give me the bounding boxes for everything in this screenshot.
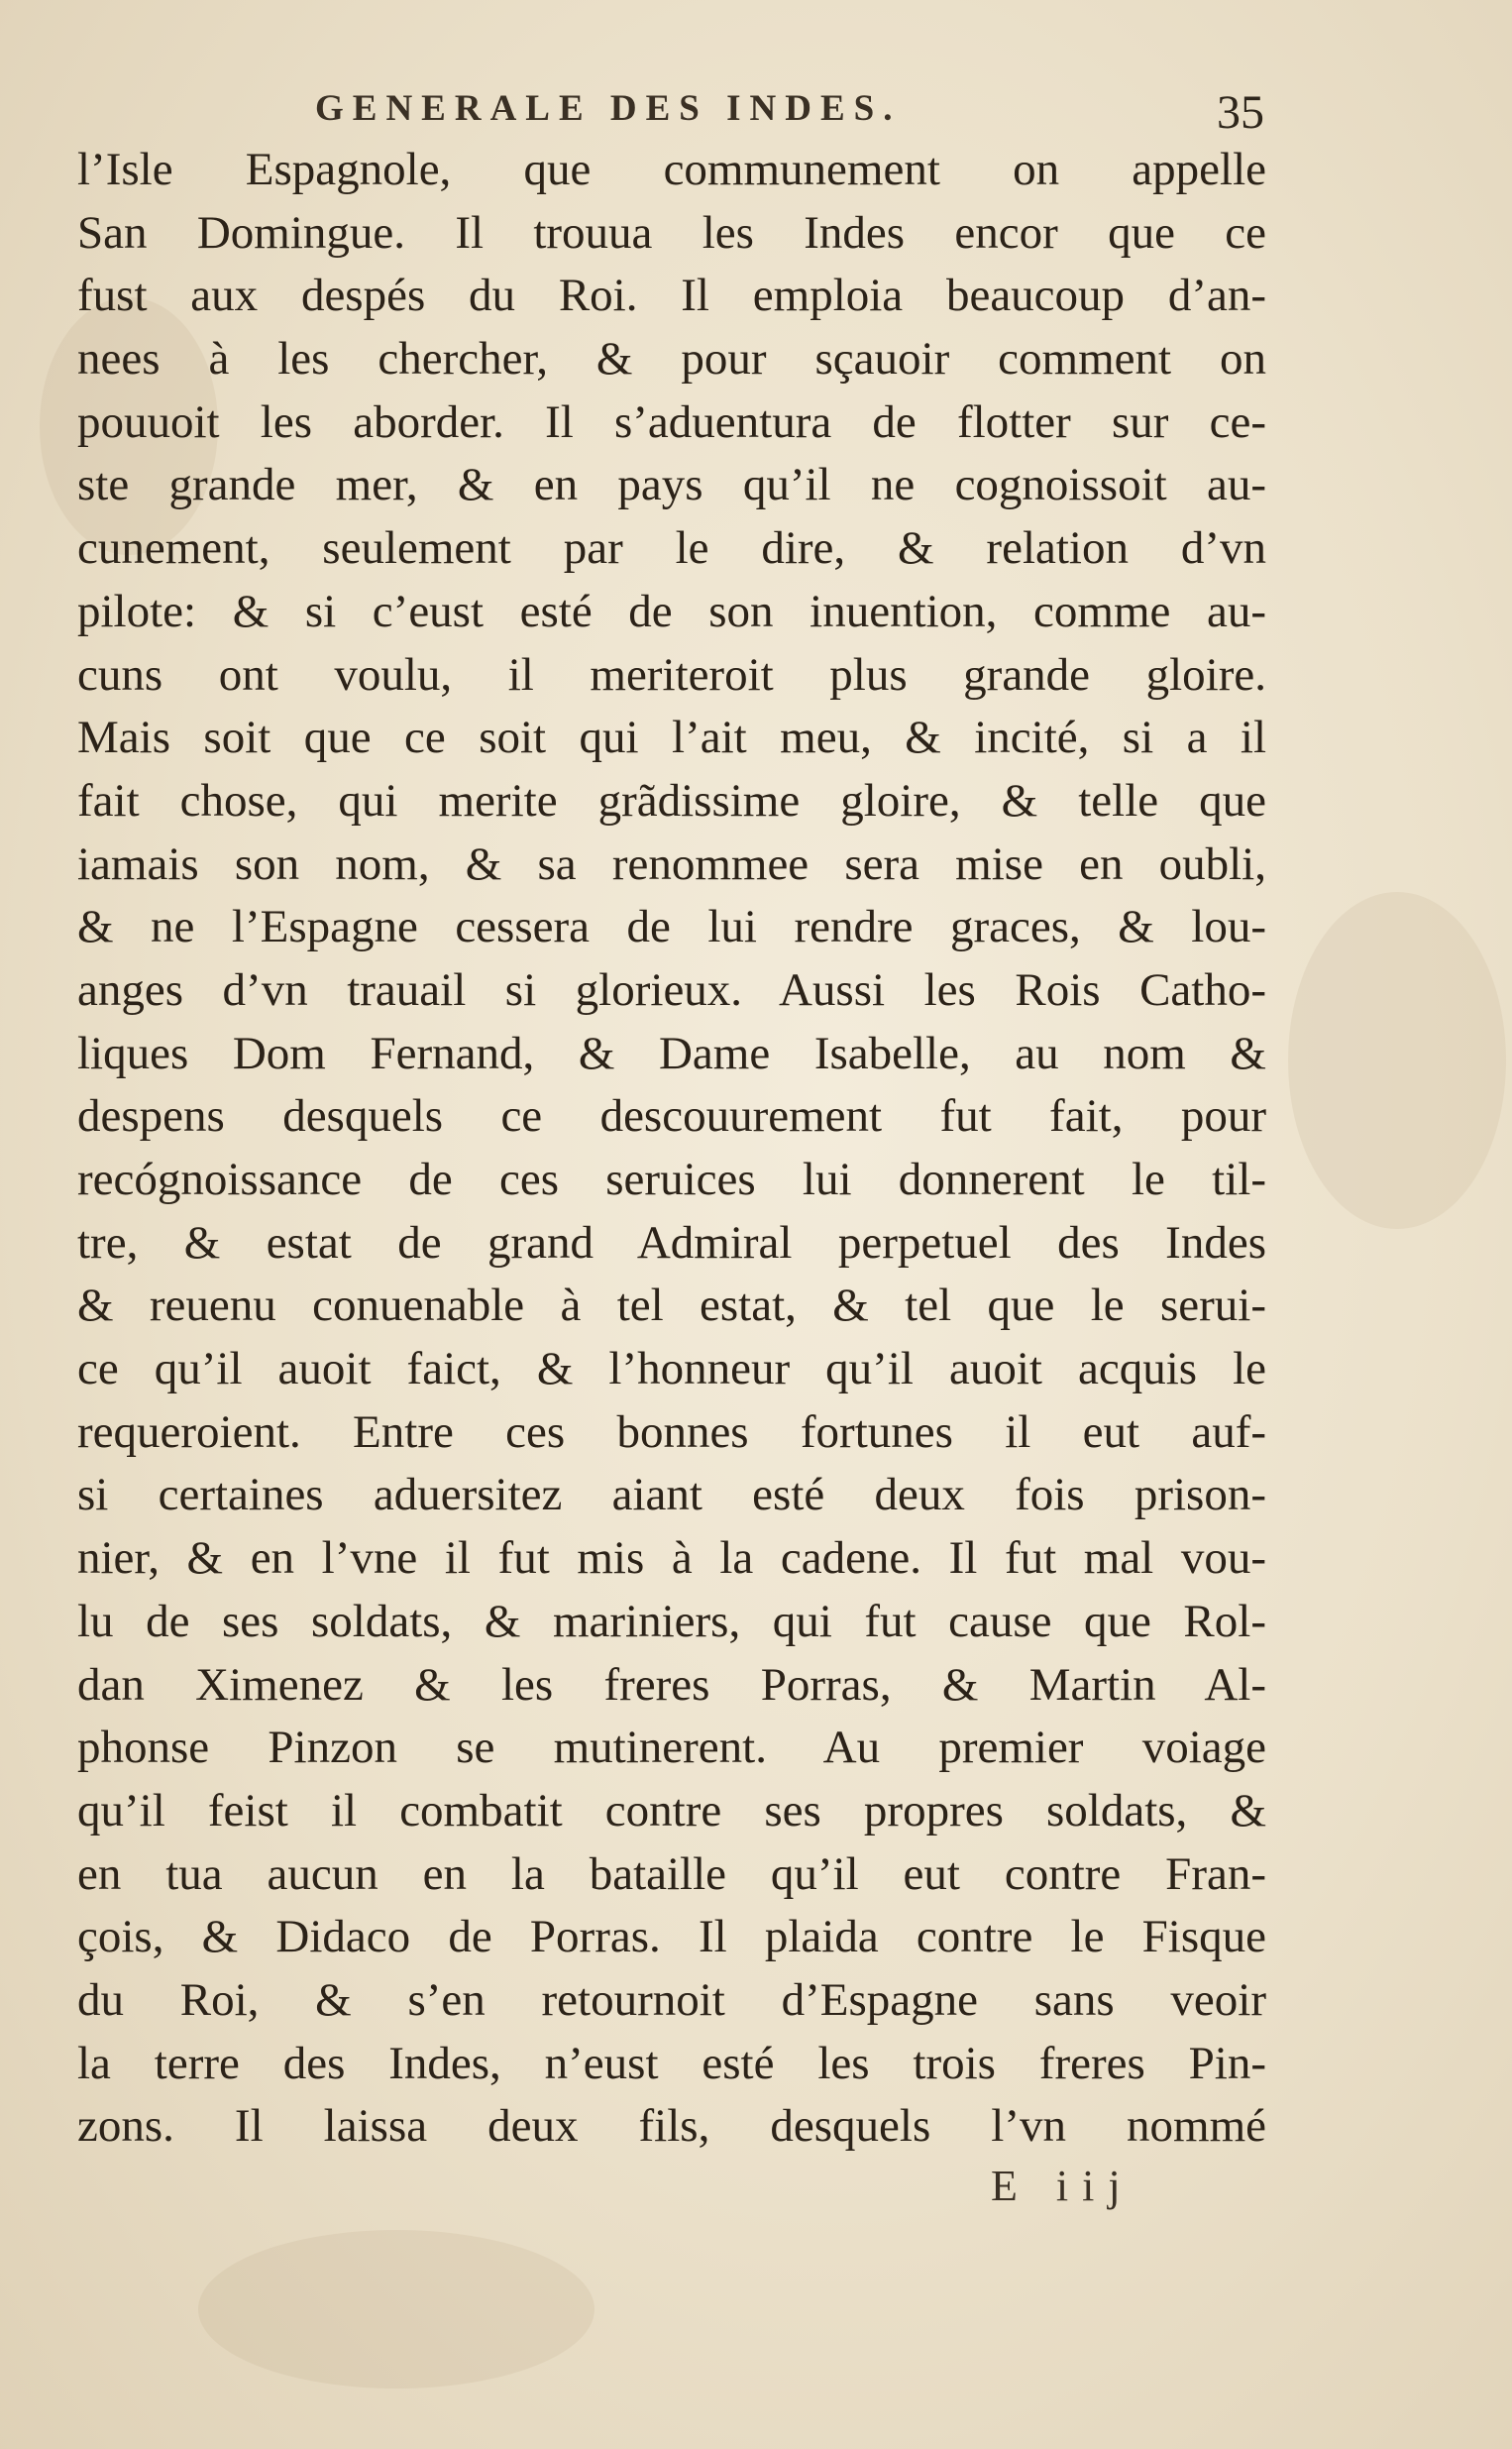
text-line: San Domingue. Il trouua les Indes encor que ce xyxy=(77,206,1266,259)
page-number: 35 xyxy=(1217,86,1264,139)
text-line: phonse Pinzon se mutinerent. Au premier voiage xyxy=(77,1722,1266,1774)
text-line: recógnoissance de ces seruices lui donnerent le til- xyxy=(77,1154,1266,1205)
text-line: l’Isle Espagnole, que communement on appelle xyxy=(77,144,1266,195)
text-line: anges d’vn trauail si glorieux. Aussi les Rois Catho- xyxy=(77,963,1266,1016)
text-line: lu de ses soldats, & mariniers, qui fut cause que Rol- xyxy=(77,1595,1266,1647)
text-line: çois, & Didaco de Porras. Il plaida contre le Fisque xyxy=(77,1911,1266,1963)
text-line: la terre des Indes, n’eust esté les trois freres Pin- xyxy=(77,2037,1266,2089)
text-line: zons. Il laissa deux fils, desquels l’vn nommé xyxy=(77,2100,1266,2153)
text-line: pouuoit les aborder. Il s’aduentura de flotter sur ce- xyxy=(77,395,1266,448)
body-text xyxy=(77,139,1266,2159)
text-line: du Roi, & s’en retournoit d’Espagne sans veoir xyxy=(77,1973,1266,2026)
running-head: GENERALE DES INDES. xyxy=(315,88,902,129)
text-line: Mais soit que ce soit qui l’ait meu, & incité, si a il xyxy=(77,712,1266,764)
text-line: despens desquels ce descouurement fut fait, pour xyxy=(77,1090,1266,1143)
text-line: qu’il feist il combatit contre ses propres soldats, & xyxy=(77,1784,1266,1837)
signature-mark: E iij xyxy=(991,2162,1134,2210)
text-line: fust aux despés du Roi. Il emploia beaucoup d’an- xyxy=(77,270,1266,322)
text-line: cunement, seulement par le dire, & relation d’vn xyxy=(77,522,1266,575)
text-line: & ne l’Espagne cessera de lui rendre graces, & lou- xyxy=(77,901,1266,953)
text-line: iamais son nom, & sa renommee sera mise en oubli, xyxy=(77,837,1266,890)
text-line: en tua aucun en la bataille qu’il eut contre Fran- xyxy=(77,1847,1266,1900)
text-line: ce qu’il auoit faict, & l’honneur qu’il auoit acquis le xyxy=(77,1343,1266,1395)
text-line: ste grande mer, & en pays qu’il ne cognoissoit au- xyxy=(77,459,1266,511)
text-line: fait chose, qui merite grãdissime gloire, & telle que xyxy=(77,774,1266,827)
page-header xyxy=(0,87,1512,147)
paper-stain xyxy=(1288,892,1506,1229)
text-line: si certaines aduersitez aiant esté deux fois prison- xyxy=(77,1469,1266,1521)
text-line: nees à les chercher, & pour sçauoir comment on xyxy=(77,333,1266,386)
paper-stain xyxy=(198,2230,594,2389)
text-line: liques Dom Fernand, & Dame Isabelle, au nom & xyxy=(77,1027,1266,1079)
text-line: cuns ont voulu, il meriteroit plus grande gloire. xyxy=(77,648,1266,701)
text-line: requeroient. Entre ces bonnes fortunes il eut auf- xyxy=(77,1405,1266,1458)
text-line: tre, & estat de grand Admiral perpetuel des Indes xyxy=(77,1216,1266,1269)
text-line: pilote: & si c’eust esté de son inuention, comme au- xyxy=(77,585,1266,637)
text-line: & reuenu conuenable à tel estat, & tel que le serui- xyxy=(77,1280,1266,1332)
text-line: dan Ximenez & les freres Porras, & Martin Al- xyxy=(77,1658,1266,1711)
text-line: nier, & en l’vne il fut mis à la cadene. Il fut mal vou- xyxy=(77,1532,1266,1585)
